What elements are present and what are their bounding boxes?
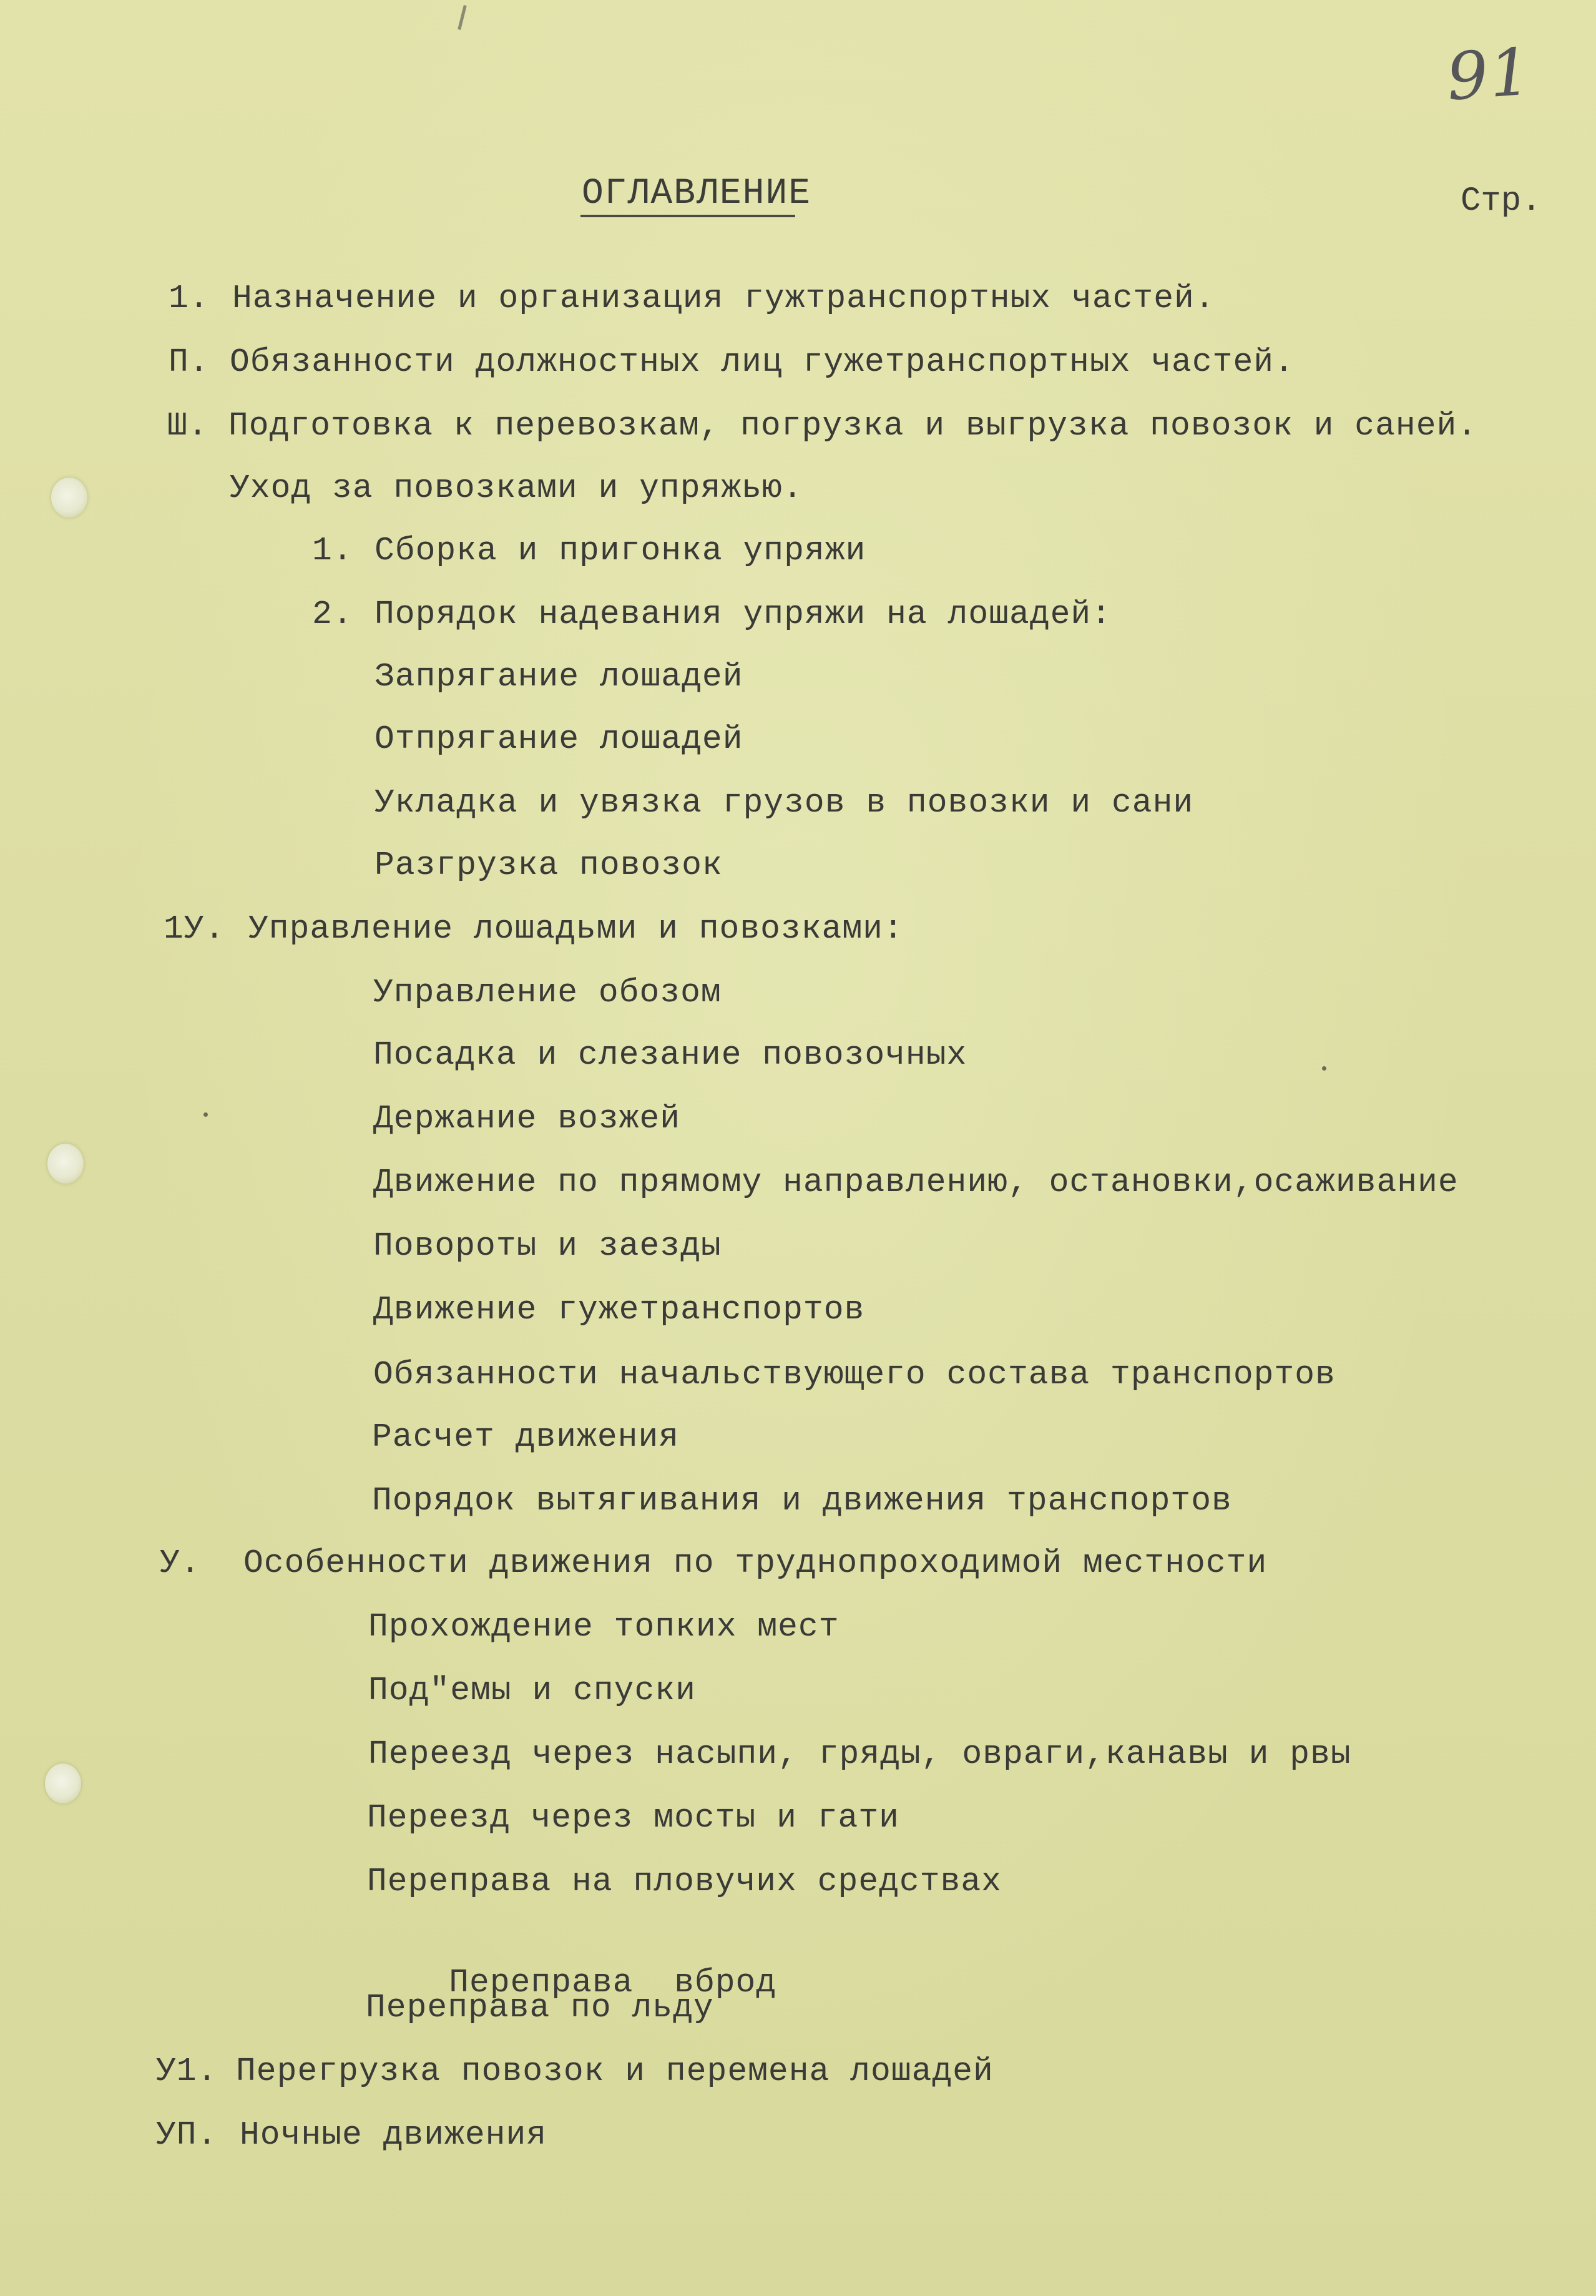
toc-entry-text: Порядок вытягивания и движения транспортов (372, 1482, 1232, 1519)
toc-entry-text: Обязанности начальствующего состава транспортов (373, 1356, 1336, 1393)
toc-entry-number: 1. (312, 532, 353, 569)
toc-entry-text: Обязанности должностных лиц гужетранспортных частей. (230, 343, 1295, 381)
toc-entry (169, 343, 1295, 381)
toc-entry (312, 596, 1112, 633)
toc-entry-text: Ночные движения (240, 2116, 547, 2154)
toc-entry-number: У1. (156, 2053, 218, 2090)
toc-entry-number: 2. (312, 596, 353, 633)
toc-entry (156, 2116, 547, 2154)
toc-entry-text: Держание возжей (373, 1100, 681, 1137)
toc-entry-text: Прохождение топких мест (368, 1608, 840, 1646)
toc-entry (368, 1735, 1351, 1773)
toc-entry-number: Ш. (167, 407, 208, 444)
toc-entry-number: УП. (156, 2116, 218, 2154)
toc-entry (367, 1799, 899, 1837)
toc-entry-text: Под"емы и спуски (368, 1672, 696, 1709)
binder-hole (47, 1144, 84, 1184)
toc-entry-text: Управление лошадьми и повозками: (248, 910, 904, 948)
page-column-label: Стр. (1461, 182, 1542, 220)
toc-entry (372, 1482, 1232, 1519)
paper-mark (458, 5, 467, 30)
toc-entry-text: Переправа по льду (366, 1989, 714, 2026)
toc-entry (312, 532, 866, 569)
toc-entry-text: Переезд через насыпи, гряды, овраги,канавы и рвы (368, 1735, 1351, 1773)
toc-entry (373, 974, 722, 1011)
toc-entry (366, 1989, 714, 2026)
binder-hole (51, 478, 87, 518)
toc-entry (373, 1356, 1336, 1393)
toc-entry (367, 1863, 1002, 1900)
toc-entry-text: Разгрузка повозок (375, 846, 723, 884)
toc-entry-text: Запрягание лошадей (375, 658, 743, 695)
toc-entry-number: 1. (169, 280, 210, 317)
toc-entry (373, 1291, 864, 1328)
toc-entry (169, 280, 1215, 317)
folio-number: 91 (1444, 33, 1535, 115)
toc-entry (375, 658, 743, 695)
paper-speck (1322, 1066, 1326, 1071)
toc-entry-text: Перегрузка повозок и перемена лошадей (236, 2053, 994, 2090)
toc-entry-number: 1У. (164, 910, 225, 948)
binder-hole (45, 1764, 81, 1803)
toc-entry-number: У. (160, 1544, 201, 1582)
toc-entry (375, 720, 743, 758)
toc-entry (375, 846, 723, 884)
toc-entry-text: Укладка и увязка грузов в повозки и сани (375, 784, 1194, 822)
toc-entry (164, 910, 904, 948)
toc-entry-text: Переправа на пловучих средствах (367, 1863, 1002, 1900)
toc-entry (372, 1418, 679, 1456)
toc-entry-text: Посадка и слезание повозочных (373, 1036, 967, 1074)
title-underline (580, 215, 795, 217)
toc-entry-text: Переправа вброд (449, 1964, 777, 2001)
toc-entry (167, 407, 1477, 444)
toc-entry (368, 1672, 696, 1709)
toc-entry-text: Управление обозом (373, 974, 722, 1011)
toc-entry-text: Уход за повозками и упряжью. (230, 469, 803, 507)
toc-entry-text: Подготовка к перевозкам, погрузка и выгрузка повозок и саней. (228, 407, 1478, 444)
toc-entry (373, 1100, 680, 1137)
toc-entry-text: Особенности движения по труднопроходимой местности (243, 1544, 1268, 1582)
toc-entry (373, 1227, 722, 1265)
page-title: ОГЛАВЛЕНИЕ (582, 174, 812, 214)
toc-entry (230, 469, 803, 507)
toc-entry-text: Переезд через мосты и гати (367, 1799, 899, 1837)
toc-entry-text: Движение гужетранспортов (373, 1291, 865, 1328)
toc-entry-text: Отпрягание лошадей (375, 720, 743, 758)
toc-entry-text: Порядок надевания упряжи на лошадей: (375, 596, 1112, 633)
toc-entry (368, 1608, 840, 1646)
toc-entry (375, 784, 1193, 822)
toc-entry (160, 1544, 1267, 1582)
toc-entry-number: П. (169, 343, 210, 381)
toc-entry (373, 1036, 967, 1074)
toc-entry-text: Движение по прямому направлению, остановки,осаживание (373, 1164, 1459, 1201)
toc-entry-text: Назначение и организация гужтранспортных частей. (232, 280, 1215, 317)
toc-entry-text: Сборка и пригонка упряжи (375, 532, 866, 569)
toc-entry-text: Расчет движения (372, 1418, 680, 1456)
toc-entry (373, 1164, 1459, 1201)
paper-speck (203, 1112, 208, 1117)
toc-entry-text: Повороты и заезды (373, 1227, 722, 1265)
toc-entry (156, 2053, 994, 2090)
